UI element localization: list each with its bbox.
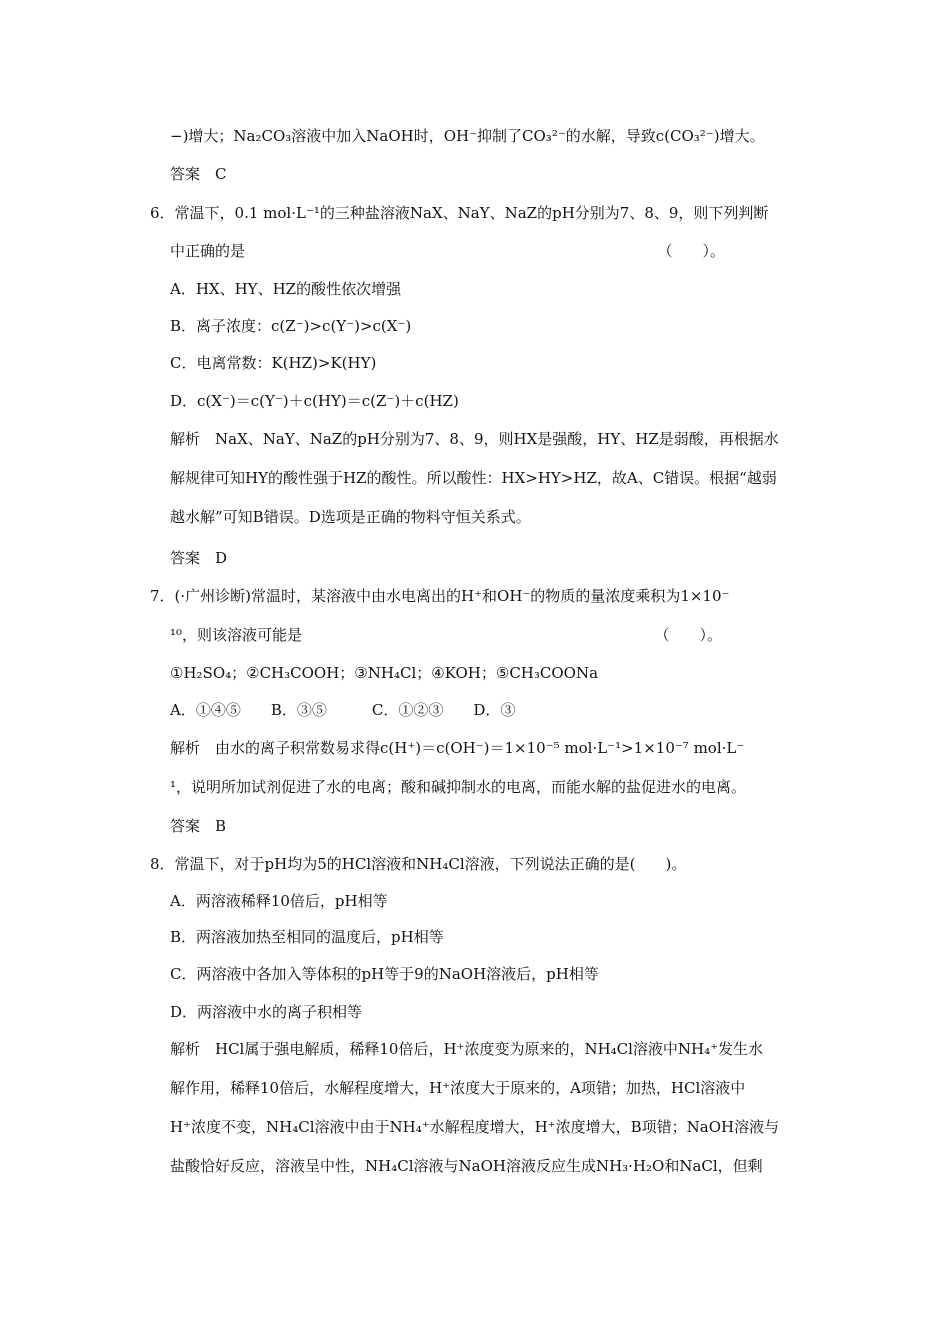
question-7-stem: 7．(·广州诊断)常温时，某溶液中由水电离出的H⁺和OH⁻的物质的量浓度乘积为1×10⁻	[150, 587, 730, 605]
option-a: A．两溶液稀释10倍后，pH相等	[170, 892, 388, 910]
analysis-line: 解规律可知HY的酸性强于HZ的酸性。所以酸性：HX>HY>HZ，故A、C错误。根据“越弱	[170, 469, 777, 487]
answer-line: 答案 B	[170, 817, 227, 835]
answer-line: 答案 C	[170, 165, 227, 183]
option-a: A．HX、HY、HZ的酸性依次增强	[170, 280, 402, 298]
question-6-stem: 6．常温下，0.1 mol·L⁻¹的三种盐溶液NaX、NaY、NaZ的pH分别为7、8、9，则下列判断	[150, 204, 769, 222]
options-line: A．①④⑤ B．③⑤ C．①②③ D．③	[170, 701, 516, 719]
question-6-stem-cont: 中正确的是 （ ）。	[170, 242, 726, 260]
analysis-line: H⁺浓度不变，NH₄Cl溶液中由于NH₄⁺水解程度增大，H⁺浓度增大，B项错；NaOH溶液与	[170, 1118, 780, 1136]
analysis-line: 解析 由水的离子积常数易求得c(H⁺)＝c(OH⁻)＝1×10⁻⁵ mol·L⁻¹>1×10⁻⁷ mol·L⁻	[170, 739, 745, 757]
question-7-stem-cont: ¹⁰，则该溶液可能是 （ ）。	[170, 626, 723, 644]
analysis-line: 解析 HCl属于强电解质，稀释10倍后，H⁺浓度变为原来的，NH₄Cl溶液中NH₄⁺发生水	[170, 1040, 764, 1058]
text-line: −)增大；Na₂CO₃溶液中加入NaOH时，OH⁻抑制了CO₃²⁻的水解，导致c(CO₃²⁻)增大。	[170, 127, 765, 145]
option-b: B．离子浓度：c(Z⁻)>c(Y⁻)>c(X⁻)	[170, 317, 412, 335]
question-8-stem: 8．常温下，对于pH均为5的HCl溶液和NH₄Cl溶液，下列说法正确的是( )。	[150, 855, 687, 873]
analysis-line: 解作用，稀释10倍后，水解程度增大，H⁺浓度大于原来的，A项错；加热，HCl溶液中	[170, 1079, 746, 1097]
analysis-line: 解析 NaX、NaY、NaZ的pH分别为7、8、9，则HX是强酸，HY、HZ是弱酸，再根据水	[170, 430, 779, 448]
analysis-line: 盐酸恰好反应，溶液呈中性，NH₄Cl溶液与NaOH溶液反应生成NH₃·H₂O和NaCl，但剩	[170, 1157, 763, 1175]
option-c: C．电离常数：K(HZ)>K(HY)	[170, 354, 377, 372]
option-c: C．两溶液中各加入等体积的pH等于9的NaOH溶液后，pH相等	[170, 965, 599, 983]
option-d: D．两溶液中水的离子积相等	[170, 1003, 363, 1021]
analysis-line: 越水解”可知B错误。D选项是正确的物料守恒关系式。	[170, 508, 531, 526]
option-d: D．c(X⁻)＝c(Y⁻)＋c(HY)＝c(Z⁻)＋c(HZ)	[170, 392, 459, 410]
option-b: B．两溶液加热至相同的温度后，pH相等	[170, 928, 444, 946]
analysis-line: ¹，说明所加试剂促进了水的电离；酸和碱抑制水的电离，而能水解的盐促进水的电离。	[170, 778, 747, 796]
answer-line: 答案 D	[170, 549, 228, 567]
reagent-list: ①H₂SO₄；②CH₃COOH；③NH₄Cl；④KOH；⑤CH₃COONa	[170, 664, 599, 682]
